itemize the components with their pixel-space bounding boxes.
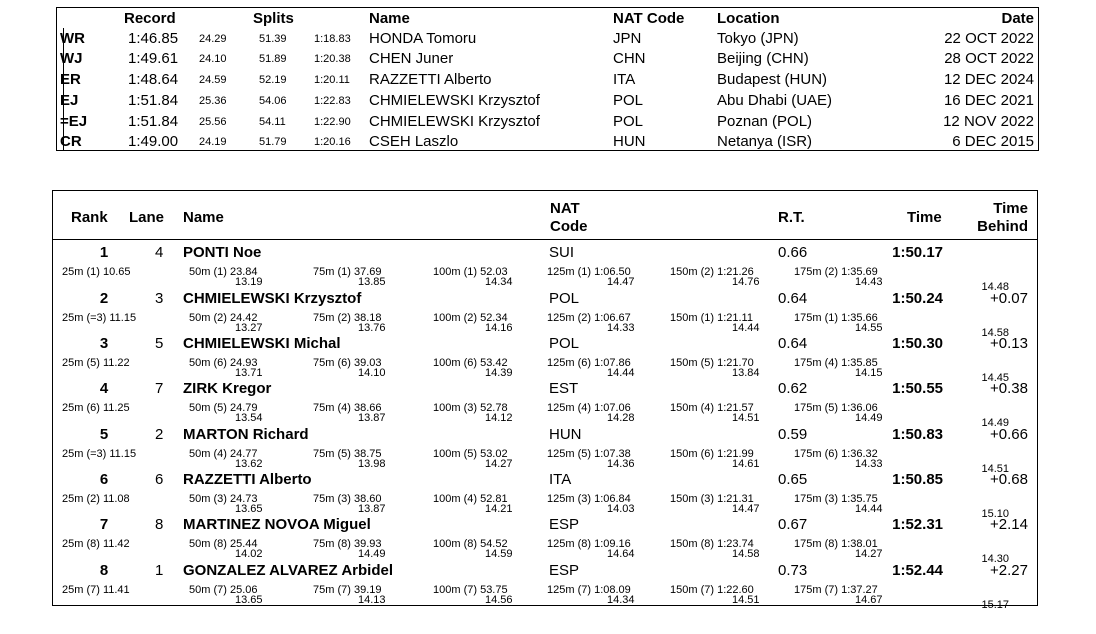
athlete-rank: 1 [99, 244, 109, 261]
athlete-time: 1:50.83 [892, 426, 943, 443]
athlete-nat: POL [549, 290, 580, 307]
split-200m-diff: 14.49 [981, 417, 1009, 429]
split-25m: 25m (1) 10.65 [62, 266, 131, 278]
athlete-rank: 6 [99, 471, 109, 488]
athlete-lane: 6 [155, 471, 164, 488]
record-location: Beijing (CHN) [717, 50, 809, 67]
athlete-lane: 7 [155, 380, 164, 397]
split-75m: 75m (1) 37.69 [313, 266, 382, 278]
result-row [52, 468, 1038, 520]
split-200m-diff: 14.51 [981, 463, 1009, 475]
athlete-reaction-time: 0.65 [778, 471, 808, 488]
result-row [52, 559, 1038, 611]
split-75m-diff: 13.98 [358, 458, 386, 470]
results-header-nat-line2: Code [550, 218, 588, 235]
record-code: WR [60, 30, 85, 47]
result-row [52, 332, 1038, 384]
athlete-time: 1:50.30 [892, 335, 943, 352]
split-125m: 125m (6) 1:07.86 [547, 357, 631, 369]
split-175m: 175m (2) 1:35.69 [794, 266, 878, 278]
record-location: Tokyo (JPN) [717, 30, 799, 47]
result-row [52, 423, 1038, 475]
record-row [56, 133, 1039, 153]
athlete-name: PONTI Noe [183, 244, 262, 261]
split-25m: 25m (6) 11.25 [62, 402, 130, 414]
record-name: CHEN Juner [369, 50, 454, 67]
split-75m: 75m (2) 38.18 [313, 312, 382, 324]
split-125m-diff: 14.47 [607, 276, 635, 288]
split-100m-diff: 14.56 [485, 594, 513, 606]
athlete-nat: ESP [549, 516, 580, 533]
athlete-time-behind: +2.14 [990, 516, 1028, 533]
record-date: 12 DEC 2024 [943, 71, 1034, 88]
record-split-3: 1:22.90 [314, 116, 351, 128]
record-code: ER [60, 71, 81, 88]
athlete-reaction-time: 0.66 [778, 244, 808, 261]
records-header-nat: NAT Code [613, 10, 685, 27]
results-header-lane: Lane [129, 209, 165, 226]
record-split-1: 24.10 [199, 53, 227, 65]
athlete-lane: 5 [155, 335, 164, 352]
athlete-time: 1:52.31 [892, 516, 943, 533]
split-175m: 175m (8) 1:38.01 [794, 538, 878, 550]
athlete-reaction-time: 0.64 [778, 335, 808, 352]
athlete-name: RAZZETTI Alberto [183, 471, 312, 488]
split-150m-diff: 14.58 [732, 548, 760, 560]
record-time: 1:46.85 [128, 30, 179, 47]
split-175m: 175m (7) 1:37.27 [794, 584, 878, 596]
split-50m-diff: 13.71 [235, 367, 263, 379]
split-50m-diff: 13.54 [235, 412, 263, 424]
split-125m: 125m (3) 1:06.84 [547, 493, 631, 505]
split-75m: 75m (3) 38.60 [313, 493, 382, 505]
record-date: 16 DEC 2021 [943, 92, 1034, 109]
split-125m-diff: 14.36 [607, 458, 635, 470]
split-175m-diff: 14.27 [855, 548, 883, 560]
results-header-rank: Rank [71, 209, 108, 226]
split-75m-diff: 13.85 [358, 276, 386, 288]
record-split-2: 51.89 [259, 53, 287, 65]
split-150m: 150m (4) 1:21.57 [670, 402, 754, 414]
split-50m-diff: 14.02 [235, 548, 263, 560]
split-150m-diff: 14.44 [732, 322, 760, 334]
athlete-reaction-time: 0.62 [778, 380, 808, 397]
split-175m: 175m (4) 1:35.85 [794, 357, 878, 369]
split-75m-diff: 14.10 [358, 367, 386, 379]
split-125m-diff: 14.34 [607, 594, 635, 606]
split-75m-diff: 13.87 [358, 503, 386, 515]
athlete-name: MARTINEZ NOVOA Miguel [183, 516, 371, 533]
records-header-name: Name [369, 10, 410, 27]
split-75m: 75m (5) 38.75 [313, 448, 382, 460]
split-150m-diff: 14.51 [732, 412, 760, 424]
records-header-location: Location [717, 10, 780, 27]
split-100m-diff: 14.21 [485, 503, 513, 515]
athlete-time-behind: +2.27 [990, 562, 1028, 579]
record-split-3: 1:18.83 [314, 33, 351, 45]
results-header-nat-line1: NAT [550, 200, 580, 217]
athlete-name: MARTON Richard [183, 426, 309, 443]
athlete-lane: 4 [155, 244, 164, 261]
athlete-time-behind: +0.68 [990, 471, 1028, 488]
record-split-3: 1:22.83 [314, 95, 351, 107]
athlete-rank: 7 [99, 516, 109, 533]
split-100m: 100m (8) 54.52 [433, 538, 508, 550]
athlete-nat: POL [549, 335, 580, 352]
split-25m: 25m (=3) 11.15 [62, 448, 137, 460]
record-date: 22 OCT 2022 [944, 30, 1034, 47]
record-code: WJ [60, 50, 83, 67]
athlete-rank: 5 [99, 426, 109, 443]
record-code: EJ [60, 92, 79, 109]
split-200m-diff: 15.10 [981, 508, 1009, 520]
split-50m-diff: 13.65 [235, 594, 263, 606]
split-100m: 100m (4) 52.81 [433, 493, 508, 505]
record-code: CR [60, 133, 82, 150]
split-125m-diff: 14.64 [607, 548, 635, 560]
split-150m: 150m (2) 1:21.26 [670, 266, 754, 278]
record-split-3: 1:20.11 [314, 74, 350, 86]
record-name: CSEH Laszlo [369, 133, 459, 150]
split-100m-diff: 14.16 [485, 322, 513, 334]
split-75m-diff: 14.49 [358, 548, 386, 560]
split-125m-diff: 14.33 [607, 322, 635, 334]
split-200m-diff: 14.58 [981, 327, 1009, 339]
split-50m: 50m (8) 25.44 [189, 538, 258, 550]
record-location: Abu Dhabi (UAE) [717, 92, 833, 109]
split-75m-diff: 14.13 [358, 594, 386, 606]
split-75m: 75m (4) 38.66 [313, 402, 382, 414]
record-row [56, 92, 1039, 112]
split-200m-diff: 14.45 [981, 372, 1009, 384]
split-25m: 25m (2) 11.08 [62, 493, 130, 505]
split-150m-diff: 14.51 [732, 594, 760, 606]
records-header-splits: Splits [253, 10, 294, 27]
athlete-nat: ITA [549, 471, 572, 488]
record-location: Netanya (ISR) [717, 133, 813, 150]
record-date: 6 DEC 2015 [952, 133, 1034, 150]
split-150m: 150m (1) 1:21.11 [670, 312, 753, 324]
record-nat: ITA [613, 71, 636, 88]
split-75m-diff: 13.87 [358, 412, 386, 424]
record-row [56, 71, 1039, 91]
record-split-1: 24.19 [199, 136, 227, 148]
split-50m-diff: 13.62 [235, 458, 263, 470]
results-header-divider [53, 239, 1037, 240]
split-50m-diff: 13.65 [235, 503, 263, 515]
split-75m: 75m (6) 39.03 [313, 357, 382, 369]
record-split-3: 1:20.38 [314, 53, 351, 65]
split-175m-diff: 14.67 [855, 594, 883, 606]
athlete-name: CHMIELEWSKI Krzysztof [183, 290, 362, 307]
record-row [56, 50, 1039, 70]
athlete-lane: 8 [155, 516, 164, 533]
split-150m-diff: 14.47 [732, 503, 760, 515]
record-time: 1:49.00 [128, 133, 179, 150]
split-75m: 75m (7) 39.19 [313, 584, 382, 596]
split-50m-diff: 13.27 [235, 322, 263, 334]
athlete-lane: 1 [155, 562, 164, 579]
split-175m-diff: 14.15 [855, 367, 883, 379]
split-50m-diff: 13.19 [235, 276, 263, 288]
split-50m: 50m (4) 24.77 [189, 448, 258, 460]
athlete-time: 1:50.24 [892, 290, 943, 307]
athlete-time-behind: +0.07 [990, 290, 1028, 307]
split-175m-diff: 14.33 [855, 458, 883, 470]
split-125m: 125m (8) 1:09.16 [547, 538, 631, 550]
athlete-nat: HUN [549, 426, 582, 443]
athlete-rank: 8 [99, 562, 109, 579]
athlete-time: 1:50.17 [892, 244, 943, 261]
split-100m: 100m (5) 53.02 [433, 448, 508, 460]
athlete-nat: ESP [549, 562, 580, 579]
athlete-time: 1:52.44 [892, 562, 943, 579]
split-50m: 50m (2) 24.42 [189, 312, 258, 324]
athlete-time-behind: +0.38 [990, 380, 1028, 397]
athlete-lane: 2 [155, 426, 164, 443]
record-date: 28 OCT 2022 [944, 50, 1034, 67]
athlete-reaction-time: 0.67 [778, 516, 808, 533]
athlete-rank: 2 [99, 290, 109, 307]
athlete-time-behind: +0.13 [990, 335, 1028, 352]
record-location: Poznan (POL) [717, 113, 813, 130]
split-125m: 125m (5) 1:07.38 [547, 448, 631, 460]
split-100m-diff: 14.27 [485, 458, 513, 470]
result-row [52, 377, 1038, 429]
record-date: 12 NOV 2022 [943, 113, 1034, 130]
split-75m-diff: 13.76 [358, 322, 386, 334]
split-125m: 125m (2) 1:06.67 [547, 312, 631, 324]
split-125m: 125m (7) 1:08.09 [547, 584, 631, 596]
athlete-name: CHMIELEWSKI Michal [183, 335, 341, 352]
split-50m: 50m (7) 25.06 [189, 584, 258, 596]
athlete-reaction-time: 0.59 [778, 426, 808, 443]
athlete-rank: 3 [99, 335, 109, 352]
record-split-2: 54.06 [259, 95, 287, 107]
record-split-1: 25.36 [199, 95, 227, 107]
athlete-reaction-time: 0.73 [778, 562, 808, 579]
split-150m-diff: 14.76 [732, 276, 760, 288]
split-125m: 125m (1) 1:06.50 [547, 266, 631, 278]
split-200m-diff: 14.30 [981, 553, 1009, 565]
athlete-nat: EST [549, 380, 579, 397]
split-175m: 175m (6) 1:36.32 [794, 448, 878, 460]
record-location: Budapest (HUN) [717, 71, 828, 88]
record-row [56, 30, 1039, 50]
result-row [52, 513, 1038, 565]
athlete-name: ZIRK Kregor [183, 380, 272, 397]
result-row [52, 241, 1038, 293]
record-row [56, 113, 1039, 133]
results-header-time: Time [907, 209, 942, 226]
records-header-date: Date [1001, 10, 1034, 27]
split-100m: 100m (1) 52.03 [433, 266, 508, 278]
split-100m-diff: 14.39 [485, 367, 513, 379]
split-25m: 25m (7) 11.41 [62, 584, 130, 596]
record-nat: HUN [613, 133, 646, 150]
athlete-reaction-time: 0.64 [778, 290, 808, 307]
results-header-name: Name [183, 209, 224, 226]
athlete-rank: 4 [99, 380, 109, 397]
split-175m: 175m (3) 1:35.75 [794, 493, 878, 505]
split-125m-diff: 14.28 [607, 412, 635, 424]
record-nat: POL [613, 92, 644, 109]
record-split-2: 52.19 [259, 74, 287, 86]
record-time: 1:51.84 [128, 92, 179, 109]
split-175m-diff: 14.49 [855, 412, 883, 424]
split-100m-diff: 14.59 [485, 548, 513, 560]
records-header-record: Record [124, 10, 176, 27]
result-row [52, 287, 1038, 339]
athlete-time-behind: +0.66 [990, 426, 1028, 443]
split-25m: 25m (8) 11.42 [62, 538, 130, 550]
split-50m: 50m (5) 24.79 [189, 402, 258, 414]
results-header-behind-line1: Time [993, 200, 1028, 217]
athlete-time: 1:50.55 [892, 380, 943, 397]
record-split-2: 51.79 [259, 136, 287, 148]
split-200m-diff: 15.17 [981, 599, 1009, 611]
record-time: 1:51.84 [128, 113, 179, 130]
record-nat: CHN [613, 50, 646, 67]
split-150m: 150m (5) 1:21.70 [670, 357, 754, 369]
split-100m: 100m (3) 52.78 [433, 402, 508, 414]
results-header-rt: R.T. [778, 209, 805, 226]
athlete-lane: 3 [155, 290, 164, 307]
record-split-1: 24.29 [199, 33, 227, 45]
split-100m-diff: 14.12 [485, 412, 513, 424]
split-125m-diff: 14.03 [607, 503, 635, 515]
record-nat: JPN [613, 30, 642, 47]
split-150m-diff: 14.61 [732, 458, 760, 470]
record-split-2: 51.39 [259, 33, 287, 45]
record-split-2: 54.11 [259, 116, 286, 128]
split-100m-diff: 14.34 [485, 276, 513, 288]
split-175m-diff: 14.43 [855, 276, 883, 288]
split-100m: 100m (7) 53.75 [433, 584, 508, 596]
split-75m: 75m (8) 39.93 [313, 538, 382, 550]
split-150m: 150m (8) 1:23.74 [670, 538, 754, 550]
athlete-name: GONZALEZ ALVAREZ Arbidel [183, 562, 393, 579]
split-125m-diff: 14.44 [607, 367, 635, 379]
split-175m-diff: 14.55 [855, 322, 883, 334]
split-150m: 150m (7) 1:22.60 [670, 584, 754, 596]
split-25m: 25m (=3) 11.15 [62, 312, 137, 324]
split-125m: 125m (4) 1:07.06 [547, 402, 631, 414]
split-50m: 50m (3) 24.73 [189, 493, 258, 505]
split-200m-diff: 14.48 [981, 281, 1009, 293]
record-name: HONDA Tomoru [369, 30, 477, 47]
record-name: RAZZETTI Alberto [369, 71, 492, 88]
split-100m: 100m (2) 52.34 [433, 312, 508, 324]
record-code: =EJ [60, 113, 88, 130]
split-100m: 100m (6) 53.42 [433, 357, 508, 369]
split-150m: 150m (6) 1:21.99 [670, 448, 754, 460]
record-split-3: 1:20.16 [314, 136, 351, 148]
split-175m: 175m (1) 1:35.66 [794, 312, 878, 324]
record-time: 1:49.61 [128, 50, 179, 67]
record-split-1: 24.59 [199, 74, 227, 86]
record-nat: POL [613, 113, 644, 130]
split-150m-diff: 13.84 [732, 367, 760, 379]
split-175m: 175m (5) 1:36.06 [794, 402, 878, 414]
results-header-behind-line2: Behind [977, 218, 1028, 235]
split-175m-diff: 14.44 [855, 503, 883, 515]
split-25m: 25m (5) 11.22 [62, 357, 130, 369]
record-name: CHMIELEWSKI Krzysztof [369, 92, 540, 109]
record-name: CHMIELEWSKI Krzysztof [369, 113, 540, 130]
athlete-nat: SUI [549, 244, 575, 261]
split-50m: 50m (6) 24.93 [189, 357, 258, 369]
split-150m: 150m (3) 1:21.31 [670, 493, 754, 505]
record-time: 1:48.64 [128, 71, 179, 88]
split-50m: 50m (1) 23.84 [189, 266, 258, 278]
athlete-time: 1:50.85 [892, 471, 943, 488]
record-split-1: 25.56 [199, 116, 227, 128]
